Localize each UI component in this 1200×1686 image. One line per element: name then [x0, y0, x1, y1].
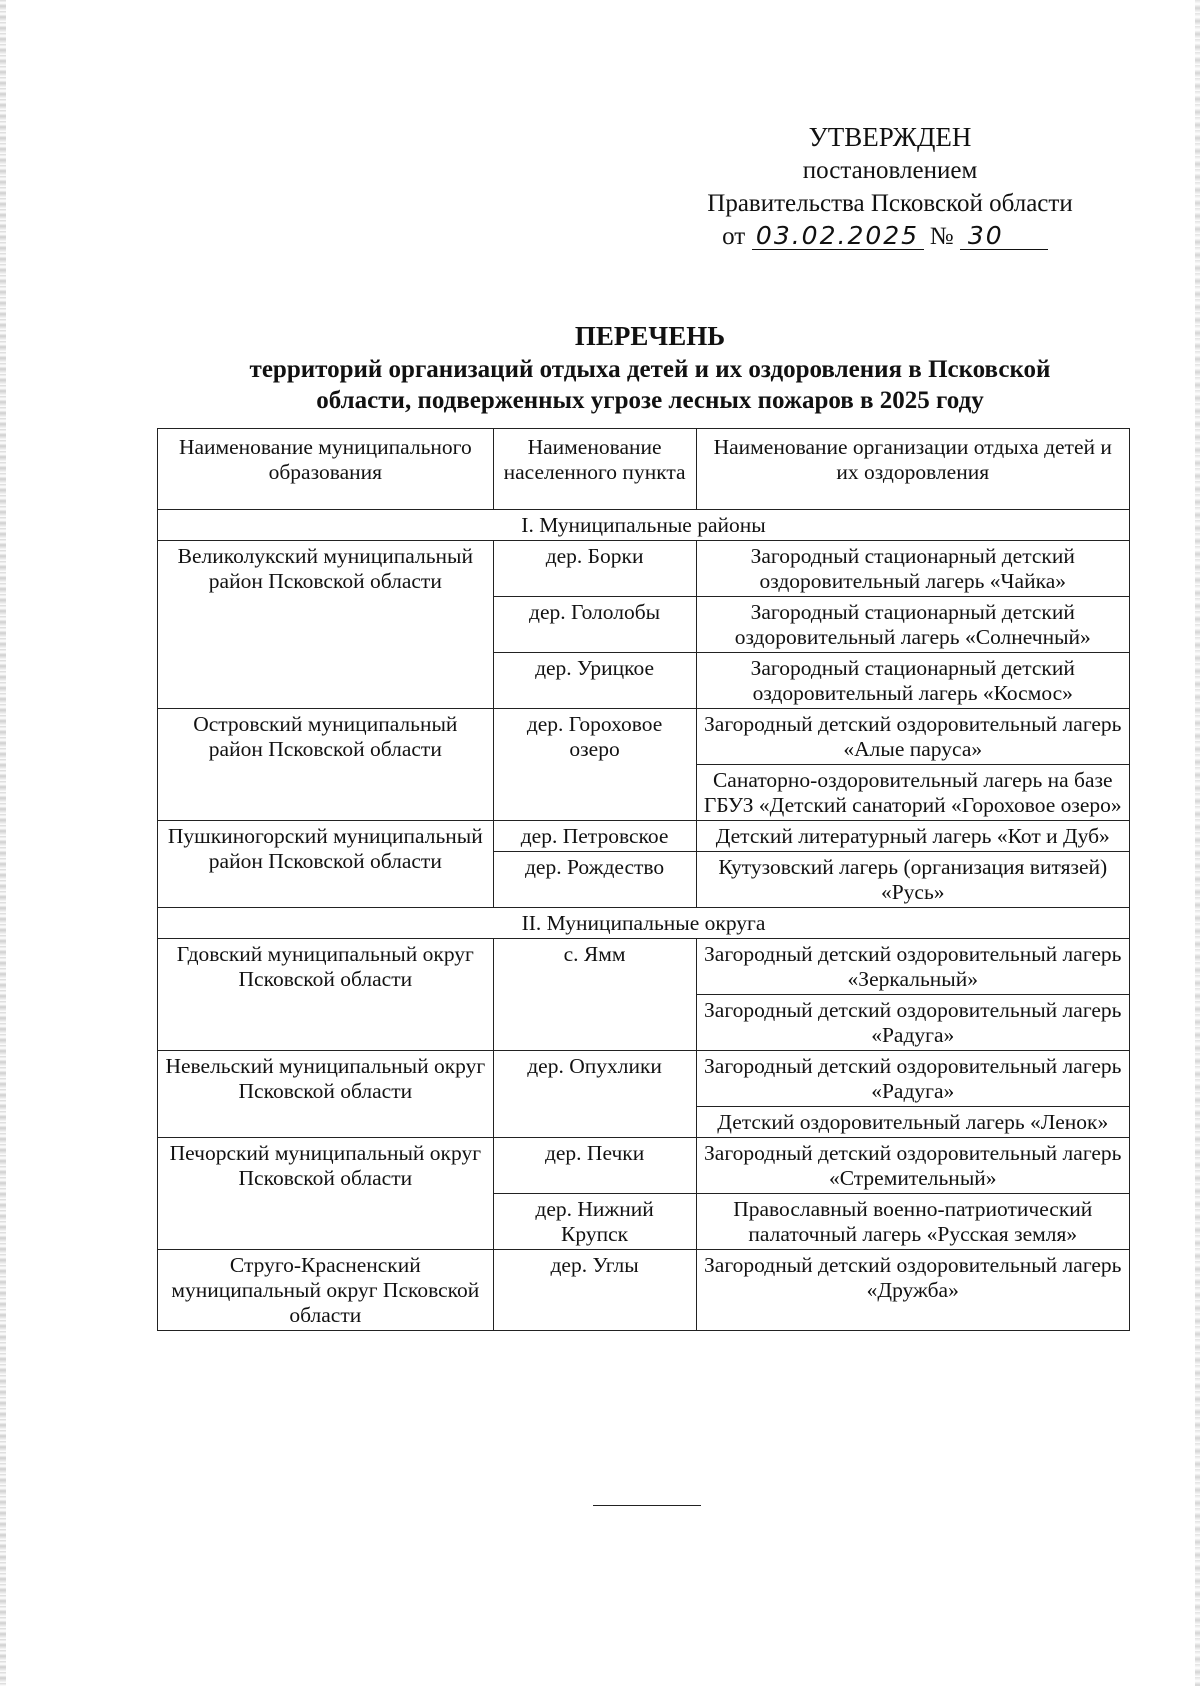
- end-of-document-line: [593, 1505, 701, 1506]
- settlement-cell: дер. Урицкое: [493, 653, 696, 709]
- table-row: [158, 541, 1130, 597]
- section-title: II. Муниципальные округа: [158, 908, 1130, 939]
- handwritten-number: 30: [960, 223, 1048, 250]
- organization-cell: Загородный детский оздоровительный лагерь «Дружба»: [696, 1250, 1129, 1331]
- organization-cell: Загородный детский оздоровительный лагерь «Зеркальный»: [696, 939, 1129, 995]
- scan-edge-right: [1195, 0, 1200, 1686]
- settlement-cell: дер. Опухлики: [493, 1051, 696, 1138]
- section-title: I. Муниципальные районы: [158, 510, 1130, 541]
- section-row: [158, 510, 1130, 541]
- organization-cell: Детский оздоровительный лагерь «Ленок»: [696, 1107, 1129, 1138]
- date-prefix: от: [722, 223, 746, 250]
- approval-line2: Правительства Псковской области: [707, 190, 1073, 217]
- municipality-cell: Невельский муниципальный округ Псковской области: [158, 1051, 494, 1138]
- settlement-cell: дер. Петровское: [493, 821, 696, 852]
- municipality-cell: Струго-Красненский муниципальный округ Псковской области: [158, 1250, 494, 1331]
- organization-cell: Загородный детский оздоровительный лагерь «Радуга»: [696, 995, 1129, 1051]
- scan-edge-left: [0, 0, 6, 1686]
- table-header-row: [158, 429, 1130, 510]
- table-row: [158, 1051, 1130, 1107]
- organization-cell: Кутузовский лагерь (организация витязей) «Русь»: [696, 852, 1129, 908]
- table-row: [158, 939, 1130, 995]
- settlement-cell: дер. Рождество: [493, 852, 696, 908]
- table-row: [158, 709, 1130, 765]
- header-municipality: Наименование муниципального образования: [158, 429, 494, 510]
- settlement-cell: дер. Нижний Крупск: [493, 1194, 696, 1250]
- organization-cell: Санаторно-оздоровительный лагерь на базе ГБУЗ «Детский санаторий «Гороховое озеро»: [696, 765, 1129, 821]
- header-organization: Наименование организации отдыха детей и их оздоровления: [696, 429, 1129, 510]
- approval-line1: постановлением: [802, 157, 978, 184]
- territories-table: [157, 428, 1130, 1331]
- table-row: [158, 1138, 1130, 1194]
- organization-cell: Загородный стационарный детский оздоровительный лагерь «Чайка»: [696, 541, 1129, 597]
- settlement-cell: дер. Гололобы: [493, 597, 696, 653]
- document-subtitle-line1: территорий организаций отдыха детей и их оздоровления в Псковской: [249, 356, 1051, 383]
- table-row: [158, 821, 1130, 852]
- document-heading: [150, 318, 1150, 416]
- municipality-cell: Великолукский муниципальный район Псковской области: [158, 541, 494, 709]
- approval-date-row: [630, 220, 1140, 253]
- number-sign: №: [929, 223, 954, 250]
- approval-block: [640, 120, 1140, 253]
- municipality-cell: Островский муниципальный район Псковской области: [158, 709, 494, 821]
- organization-cell: Загородный детский оздоровительный лагерь «Стремительный»: [696, 1138, 1129, 1194]
- document-subtitle-line2: области, подверженных угрозе лесных пожаров в 2025 году: [316, 387, 984, 414]
- organization-cell: Детский литературный лагерь «Кот и Дуб»: [696, 821, 1129, 852]
- header-settlement: Наименование населенного пункта: [493, 429, 696, 510]
- handwritten-date: 03.02.2025: [752, 223, 924, 250]
- municipality-cell: Пушкиногорский муниципальный район Псковской области: [158, 821, 494, 908]
- section-row: [158, 908, 1130, 939]
- municipality-cell: Гдовский муниципальный округ Псковской области: [158, 939, 494, 1051]
- organization-cell: Загородный стационарный детский оздоровительный лагерь «Солнечный»: [696, 597, 1129, 653]
- organization-cell: Загородный детский оздоровительный лагерь «Алые паруса»: [696, 709, 1129, 765]
- table-row: [158, 1250, 1130, 1331]
- settlement-cell: дер. Углы: [493, 1250, 696, 1331]
- municipality-cell: Печорский муниципальный округ Псковской области: [158, 1138, 494, 1250]
- settlement-cell: с. Ямм: [493, 939, 696, 1051]
- settlement-cell: дер. Печки: [493, 1138, 696, 1194]
- organization-cell: Православный военно-патриотический палаточный лагерь «Русская земля»: [696, 1194, 1129, 1250]
- organization-cell: Загородный стационарный детский оздоровительный лагерь «Космос»: [696, 653, 1129, 709]
- document-title: ПЕРЕЧЕНЬ: [574, 321, 726, 351]
- approval-title: УТВЕРЖДЕН: [808, 122, 972, 152]
- organization-cell: Загородный детский оздоровительный лагерь «Радуга»: [696, 1051, 1129, 1107]
- settlement-cell: дер. Борки: [493, 541, 696, 597]
- settlement-cell: дер. Гороховое озеро: [493, 709, 696, 821]
